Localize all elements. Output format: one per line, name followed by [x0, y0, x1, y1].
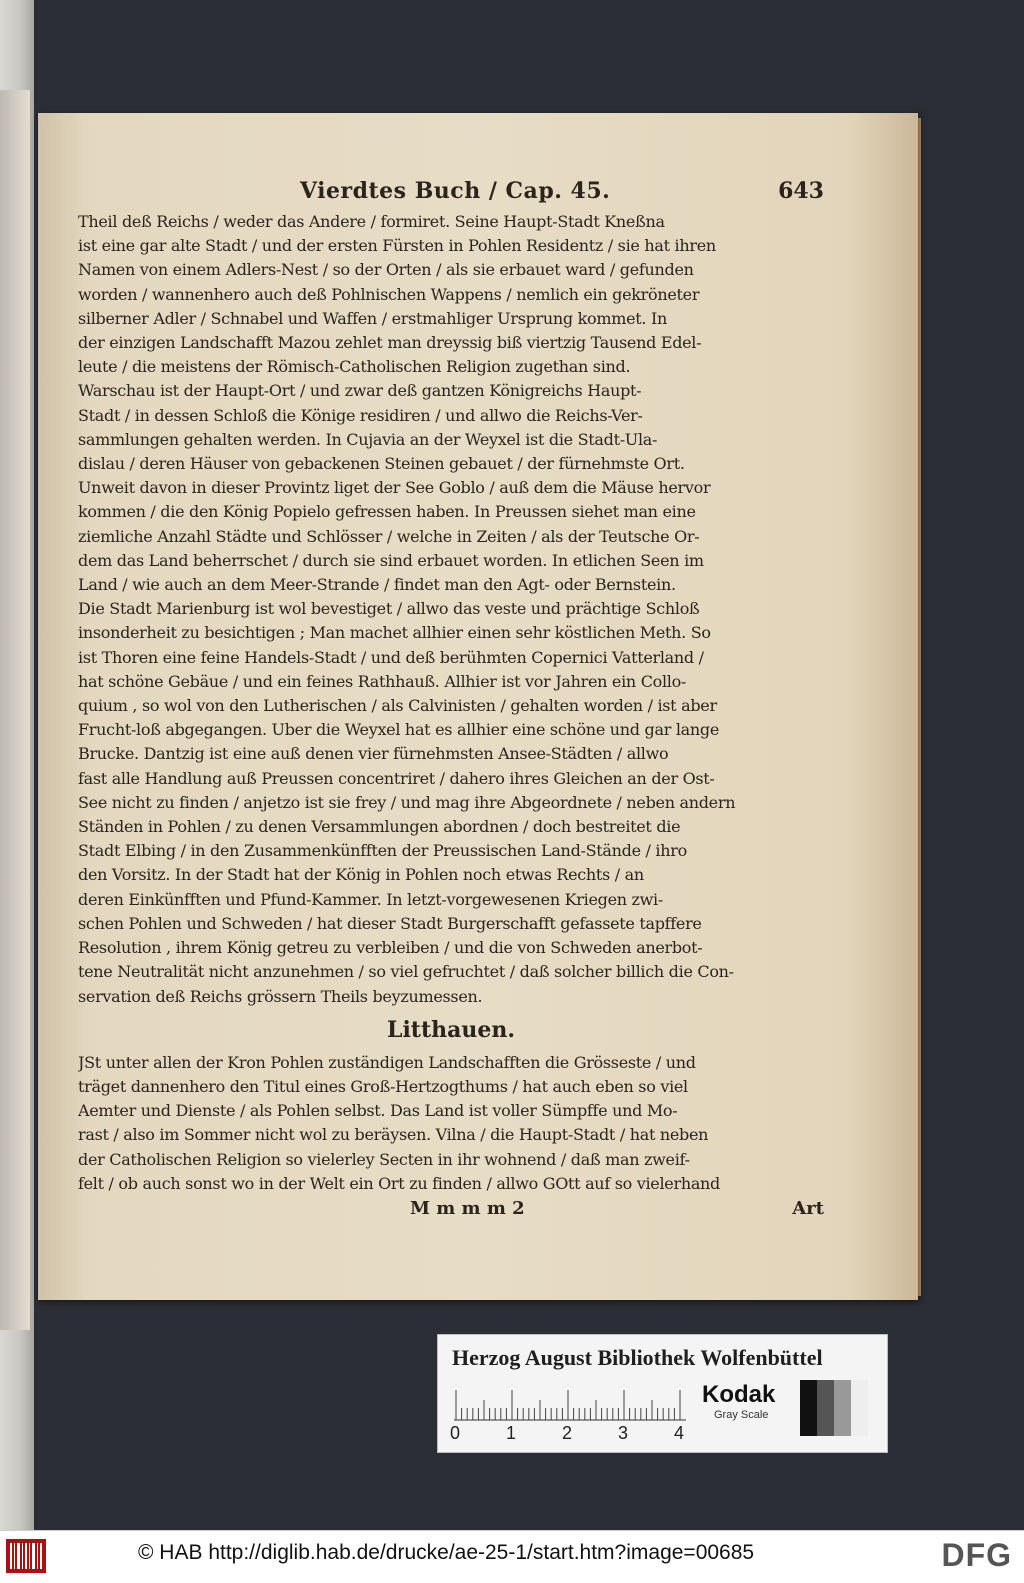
text-line: servation deß Reichs grössern Theils beyzumessen.: [78, 986, 483, 1006]
page-number: 643: [778, 178, 824, 204]
text-line: ist Thoren eine feine Handels-Stadt / und deß berühmten Copernici Vatterland /: [78, 647, 704, 667]
footer-bar: [0, 1530, 1024, 1583]
ruler-number: 3: [618, 1423, 629, 1443]
paragraph-2: [78, 379, 824, 1008]
ruler-number: 2: [562, 1423, 573, 1443]
text-line: kommen / die den König Popielo gefressen haben. In Preussen siehet man eine: [78, 502, 696, 522]
ruler-scale: [454, 1387, 686, 1421]
text-line: ist eine gar alte Stadt / und der ersten Fürsten in Pohlen Residentz / sie hat ihren: [78, 236, 716, 256]
text-line: Stadt Elbing / in den Zusammenkünfften der Preussischen Land-Stände / ihro: [78, 841, 687, 861]
text-line: Warschau ist der Haupt-Ort / und zwar deß gantzen Königreichs Haupt-: [78, 381, 642, 401]
text-line: Frucht-loß abgegangen. Uber die Weyxel hat es allhier eine schöne und gar lange: [78, 720, 719, 740]
text-line: See nicht zu finden / anjetzo ist sie frey / und mag ihre Abgeordnete / neben andern: [78, 792, 736, 812]
text-line: Stadt / in dessen Schloß die Könige residiren / und allwo die Reichs-Ver-: [78, 405, 643, 425]
kodak-brand: Kodak: [702, 1381, 776, 1408]
text-line: Die Stadt Marienburg ist wol bevestiget / allwo das veste und prächtige Schloß: [78, 599, 700, 619]
running-title: Vierdtes Buch / Cap. 45.: [300, 178, 611, 204]
footer-credit: © HAB http://diglib.hab.de/drucke/ae-25-1/start.htm?image=00685: [138, 1541, 755, 1564]
text-line: Aemter und Dienste / als Pohlen selbst. Das Land ist voller Sümpffe und Mo-: [78, 1101, 678, 1121]
catchword: Art: [792, 1197, 824, 1219]
ruler-number: 4: [674, 1423, 685, 1443]
text-line: Brucke. Dantzig ist eine auß denen vier fürnehmsten Ansee-Städten / allwo: [78, 744, 669, 764]
kodak-label: [702, 1381, 775, 1421]
text-line: der Catholischen Religion so vielerley Secten in ihr wohnend / daß man zweif-: [78, 1149, 690, 1169]
text-line: fast alle Handlung auß Preussen concentriret / dahero ihres Gleichen an der Ost-: [78, 768, 715, 788]
text-line: ziemliche Anzahl Städte und Schlösser / welche in Zeiten / als der Teutsche Or-: [78, 526, 700, 546]
library-color-card: [437, 1334, 888, 1453]
dfg-logo: DFG: [941, 1537, 1012, 1573]
text-line: deren Einkünfften und Pfund-Kammer. In letzt-vorgewesenen Kriegen zwi-: [78, 889, 663, 909]
text-line: schen Pohlen und Schweden / hat dieser Stadt Burgerschafft gefassete tapffere: [78, 913, 702, 933]
running-head: [78, 178, 824, 210]
text-line: insonderheit zu besichtigen ; Man machet allhier einen sehr köstlichen Meth. So: [78, 623, 711, 643]
text-line: dislau / deren Häuser von gebackenen Steinen gebauet / der fürnehmste Ort.: [78, 454, 685, 474]
text-line: Namen von einem Adlers-Nest / so der Orten / als sie erbauet ward / gefunden: [78, 260, 694, 280]
ruler-number: 1: [506, 1423, 517, 1443]
text-line: Resolution , ihrem König getreu zu verbleiben / und die von Schweden anerbot-: [78, 938, 703, 958]
text-line: Land / wie auch an dem Meer-Strande / findet man den Agt- oder Bernstein.: [78, 575, 676, 595]
gray-scale-swatch: [800, 1380, 868, 1436]
kodak-subtitle: Gray Scale: [714, 1409, 769, 1421]
paragraph-1: [78, 210, 824, 379]
signature-mark: M m m m 2: [410, 1197, 525, 1219]
text-line: träget dannenhero den Titul eines Groß-Hertzogthums / hat auch eben so viel: [78, 1076, 688, 1096]
text-line: sammlungen gehalten werden. In Cujavia an der Weyxel ist die Stadt-Ula-: [78, 429, 658, 449]
scanner-edge-strip: [0, 0, 34, 1530]
text-line: felt / ob auch sonst wo in der Welt ein Ort zu finden / allwo GOtt auf so vielerhand: [78, 1173, 721, 1193]
text-line: rast / also im Sommer nicht wol zu beräysen. Vilna / die Haupt-Stadt / hat neben: [78, 1125, 709, 1145]
barcode-icon: [6, 1539, 46, 1573]
text-line: den Vorsitz. In der Stadt hat der König in Pohlen noch etwas Rechts / an: [78, 865, 644, 885]
section-title: Litthauen.: [386, 1016, 516, 1043]
text-line: der einzigen Landschafft Mazou zehlet man dreyssig biß viertzig Tausend Edel-: [78, 333, 702, 353]
text-line: Theil deß Reichs / weder das Andere / formiret. Seine Haupt-Stadt Kneßna: [78, 212, 665, 231]
scanner-edge-inner: [0, 90, 30, 1330]
text-line: worden / wannenhero auch deß Pohlnischen Wappens / nemlich ein gekröneter: [78, 284, 700, 304]
text-line: quium , so wol von den Lutherischen / als Calvinisten / gehalten worden / ist aber: [78, 696, 717, 716]
text-line: tene Neutralität nicht anzunehmen / so viel gefruchtet / daß solcher billich die Con-: [78, 962, 734, 982]
text-line: JSt unter allen der Kron Pohlen zuständigen Landschafften die Grösseste / und: [78, 1052, 696, 1072]
text-line: Ständen in Pohlen / zu denen Versammlungen abordnen / doch bestreitet die: [78, 817, 681, 837]
text-line: silberner Adler / Schnabel und Waffen / erstmahliger Ursprung kommet. In: [78, 308, 667, 328]
ruler-number: 0: [450, 1423, 461, 1443]
text-line: dem das Land beherrschet / durch sie sind erbauet worden. In etlichen Seen im: [78, 550, 704, 570]
text-line: leute / die meistens der Römisch-Catholischen Religion zugethan sind.: [78, 357, 631, 377]
page-foot: [78, 1198, 824, 1226]
paragraph-3: [78, 1051, 824, 1196]
page-content: [78, 178, 824, 1226]
text-line: hat schöne Gebäue / und ein feines Rathhauß. Allhier ist vor Jahren ein Collo-: [78, 671, 687, 691]
text-line: Unweit davon in dieser Provintz liget der See Goblo / auß dem die Mäuse hervor: [78, 478, 711, 498]
card-title: Herzog August Bibliothek Wolfenbüttel: [452, 1345, 823, 1370]
